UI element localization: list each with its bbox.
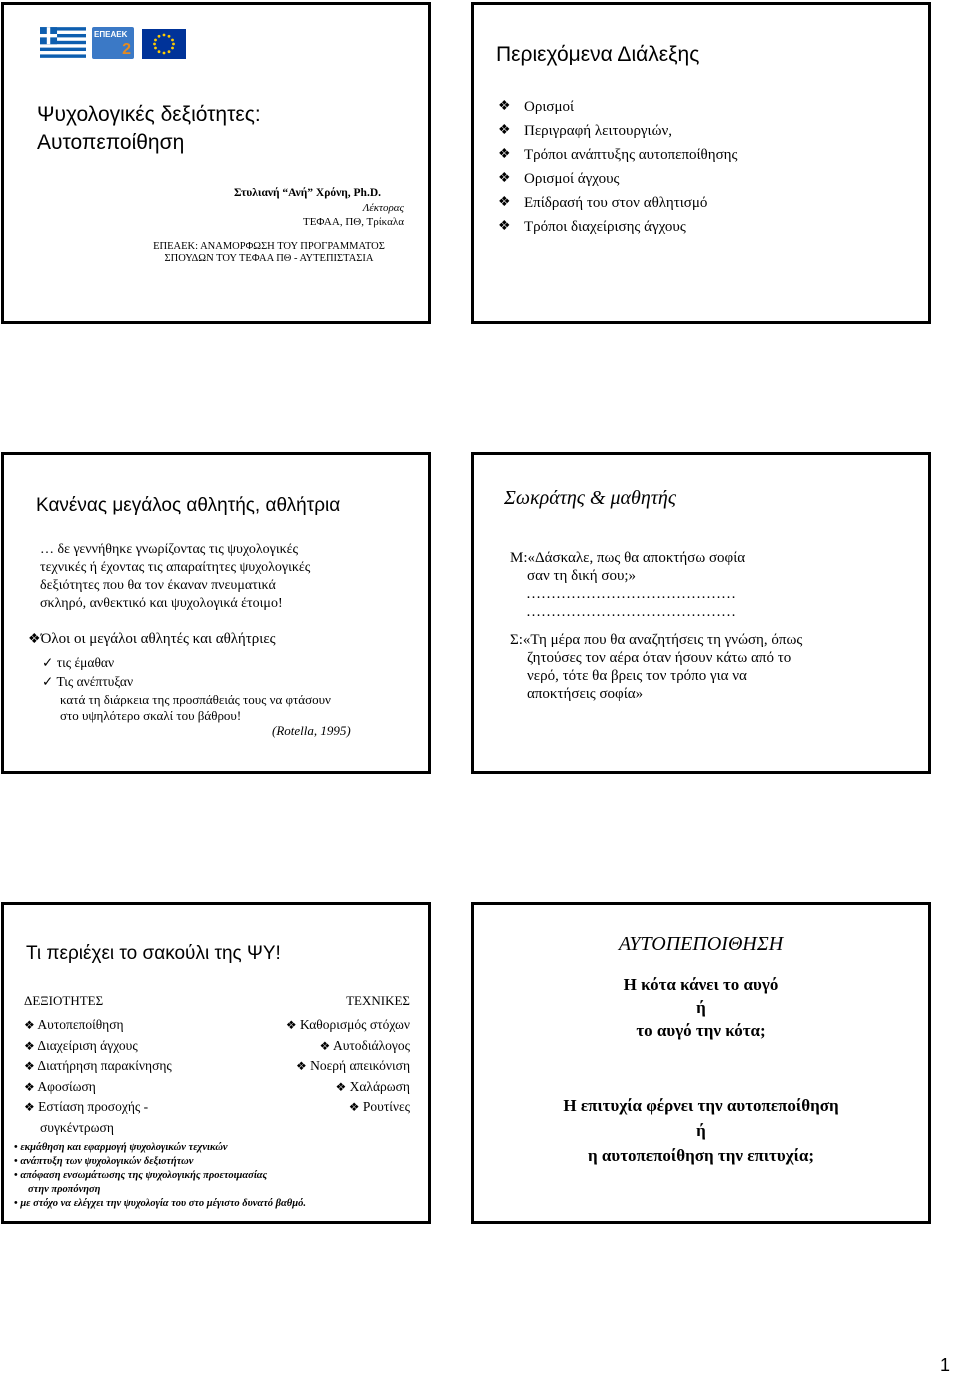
round-bullet-icon: • bbox=[14, 1156, 18, 1167]
paragraph-line: … δε γεννήθηκε γνωρίζοντας τις ψυχολογικές bbox=[40, 542, 299, 557]
epeaek-logo-text: ΕΠΕΑΕΚ bbox=[94, 30, 128, 39]
list-item: ❖ Εστίαση προσοχής - bbox=[24, 1099, 149, 1114]
dots: …………………………………… bbox=[526, 604, 736, 620]
diamond-bullet-icon: ❖ bbox=[498, 99, 511, 114]
check-item: ✓ τις έμαθαν bbox=[42, 655, 115, 670]
answer-block bbox=[474, 1093, 928, 1168]
program-line-1: ΕΠΕΑΕΚ: ΑΝΑΜΟΡΦΩΣΗ ΤΟΥ ΠΡΟΓΡΑΜΜΑΤΟΣ bbox=[153, 241, 385, 252]
answer-line: ή bbox=[696, 1121, 706, 1140]
note-item: • ανάπτυξη των ψυχολογικών δεξιοτήτων bbox=[14, 1156, 194, 1167]
epeaek-logo bbox=[92, 27, 134, 59]
slide-5-toolkit bbox=[1, 902, 431, 1224]
answer-line: η αυτοπεποίθηση την επιτυχία; bbox=[587, 1146, 814, 1165]
tail-line: κατά τη διάρκεια της προσπάθειάς τους να φτάσουν bbox=[60, 692, 331, 707]
slide-6-confidence bbox=[471, 902, 931, 1224]
round-bullet-icon: • bbox=[14, 1198, 18, 1209]
round-bullet-icon: • bbox=[14, 1142, 18, 1153]
paragraph-line: δεξιότητες που θα τον έκαναν πνευματικά bbox=[40, 578, 276, 593]
dialogue-s-line: ζητούσες τον αέρα όταν ήσουν κάτω από το bbox=[527, 650, 792, 666]
citation: (Rotella, 1995) bbox=[272, 723, 351, 738]
diamond-bullet-icon: ❖ bbox=[498, 195, 511, 210]
diamond-bullet-icon: ❖ bbox=[24, 1100, 35, 1114]
tail-line: στο υψηλότερο σκαλί του βάθρου! bbox=[60, 708, 242, 723]
author-name: Στυλιανή “Ανή” Χρόνη, Ph.D. bbox=[234, 187, 382, 199]
list-item-continuation: συγκέντρωση bbox=[40, 1119, 114, 1135]
diamond-bullet-icon: ❖ bbox=[498, 171, 511, 186]
list-item: ❖ Ορισμοί άγχους bbox=[498, 167, 737, 191]
title-line-1: Ψυχολογικές δεξιότητες: bbox=[37, 103, 261, 126]
program-line-2: ΣΠΟΥΔΩΝ ΤΟΥ ΤΕΦΑΑ ΠΘ - ΑΥΤΕΠΙΣΤΑΣΙΑ bbox=[164, 253, 374, 264]
paragraph-line: σκληρό, ανθεκτικό και ψυχολογικά έτοιμο! bbox=[40, 596, 283, 611]
list-item: ❖ Χαλάρωση bbox=[335, 1078, 410, 1094]
list-item: ❖ Αυτοδιάλογος bbox=[319, 1037, 410, 1053]
diamond-bullet-icon: ❖ bbox=[498, 123, 511, 138]
slide-6-title: ΑΥΤΟΠΕΠΟΙΘΗΣΗ bbox=[618, 933, 784, 955]
program-block bbox=[124, 241, 414, 265]
dialogue bbox=[510, 549, 802, 703]
notes-list bbox=[14, 1141, 306, 1211]
list-item: ❖ Διαχείριση άγχους bbox=[24, 1037, 138, 1053]
list-item: ❖ Αυτοπεποίθηση bbox=[24, 1017, 124, 1032]
list-item: ❖ Νοερή απεικόνιση bbox=[296, 1058, 410, 1073]
list-item: ❖ Αφοσίωση bbox=[24, 1078, 96, 1094]
slide-2-contents bbox=[471, 2, 931, 324]
dialogue-s-line: Σ:«Τη μέρα που θα αναζητήσεις τη γνώση, όπως bbox=[510, 632, 803, 648]
list-item: ❖ Περιγραφή λειτουργιών, bbox=[498, 119, 737, 143]
page-number: 1 bbox=[940, 1355, 951, 1375]
list-item: ❖ Καθορισμός στόχων bbox=[285, 1017, 410, 1032]
diamond-bullet-icon: ❖ bbox=[498, 219, 511, 234]
checkmark-icon: ✓ bbox=[42, 674, 54, 689]
question-line: Η κότα κάνει το αυγό bbox=[623, 975, 779, 994]
slide-1-title-text bbox=[37, 101, 261, 157]
question-line: ή bbox=[696, 998, 706, 1017]
round-bullet-icon: • bbox=[14, 1170, 18, 1181]
diamond-bullet-icon: ❖ bbox=[498, 147, 511, 162]
slide-1-title bbox=[1, 2, 431, 324]
diamond-bullet-icon: ❖ bbox=[348, 1100, 360, 1114]
slide-4-title: Σωκράτης & μαθητής bbox=[504, 487, 676, 509]
slide-3-paragraph bbox=[40, 541, 310, 613]
diamond-bullet-icon: ❖ bbox=[296, 1059, 307, 1073]
dialogue-s-line: αποκτήσεις σοφία» bbox=[527, 686, 644, 702]
diamond-bullet-icon: ❖ bbox=[24, 1079, 35, 1094]
dialogue-s-line: νερό, τότε θα βρεις τον τρόπο για να bbox=[527, 668, 747, 684]
epeaek-logo-number: 2 bbox=[122, 41, 131, 58]
dialogue-m-line: σαν τη δική σου;» bbox=[527, 568, 637, 584]
author-role: Λέκτορας bbox=[362, 202, 404, 214]
list-item: ❖ Ρουτίνες bbox=[348, 1099, 410, 1114]
list-item: ❖ Διατήρηση παρακίνησης bbox=[24, 1058, 172, 1073]
question-block bbox=[474, 973, 928, 1042]
skills-list bbox=[24, 1015, 172, 1138]
slide-3-tail bbox=[60, 692, 331, 724]
slide-4-socrates bbox=[471, 452, 931, 774]
diamond-bullet-icon: ❖ bbox=[28, 632, 41, 647]
checkmark-icon: ✓ bbox=[42, 655, 54, 670]
greek-flag-icon bbox=[40, 27, 86, 58]
dialogue-m-line: Μ:«Δάσκαλε, πως θα αποκτήσω σοφία bbox=[510, 550, 746, 566]
diamond-bullet-icon: ❖ bbox=[24, 1059, 35, 1073]
list-item: ❖ Τρόποι ανάπτυξης αυτοπεποίθησης bbox=[498, 143, 737, 167]
skills-header: ΔΕΞΙΟΤΗΤΕΣ bbox=[24, 993, 104, 1008]
diamond-bullet-icon: ❖ bbox=[24, 1038, 35, 1053]
title-line-2: Αυτοπεποίθηση bbox=[37, 131, 185, 154]
bullet-text: Όλοι οι μεγάλοι αθλητές και αθλήτριες bbox=[40, 631, 276, 647]
diamond-bullet-icon: ❖ bbox=[335, 1079, 347, 1094]
author-affiliation: ΤΕΦΑΑ, ΠΘ, Τρίκαλα bbox=[302, 216, 404, 228]
note-item: • εκμάθηση και εφαρμογή ψυχολογικών τεχνικών bbox=[14, 1142, 228, 1153]
author-block bbox=[204, 201, 404, 229]
list-item: ❖ Ορισμοί bbox=[498, 95, 737, 119]
note-item: • απόφαση ενσωμάτωσης της ψυχολογικής προετοιμασίας bbox=[14, 1170, 268, 1181]
diamond-bullet-icon: ❖ bbox=[319, 1038, 331, 1053]
contents-list bbox=[498, 95, 737, 239]
question-line: το αυγό την κότα; bbox=[636, 1021, 766, 1040]
check-item: ✓ Τις ανέπτυξαν bbox=[42, 674, 134, 689]
techniques-list bbox=[214, 1015, 410, 1118]
list-item: ❖ Τρόποι διαχείρισης άγχους bbox=[498, 215, 737, 239]
note-item: • με στόχο να ελέγχει την ψυχολογία του στο μέγιστο δυνατό βαθμό. bbox=[14, 1198, 306, 1209]
slide-3-athletes bbox=[1, 452, 431, 774]
diamond-bullet-icon: ❖ bbox=[24, 1018, 35, 1032]
note-continuation: στην προπόνηση bbox=[28, 1184, 101, 1195]
eu-flag-icon bbox=[142, 29, 186, 59]
answer-line: Η επιτυχία φέρνει την αυτοπεποίθηση bbox=[563, 1096, 839, 1115]
techniques-header: ΤΕΧΝΙΚΕΣ bbox=[346, 993, 410, 1008]
slide-3-bullet bbox=[28, 631, 276, 648]
diamond-bullet-icon: ❖ bbox=[285, 1018, 297, 1032]
slide-5-title: Τι περιέχει το σακούλι της ΨΥ! bbox=[26, 943, 281, 964]
slide-2-title: Περιεχόμενα Διάλεξης bbox=[496, 43, 700, 66]
list-item: ❖ Επίδρασή του στον αθλητισμό bbox=[498, 191, 737, 215]
paragraph-line: τεχνικές ή έχοντας τις απαραίτητες ψυχολογικές bbox=[40, 560, 311, 575]
slide-3-title: Κανένας μεγάλος αθλητής, αθλήτρια bbox=[36, 495, 341, 516]
dots: …………………………………… bbox=[526, 586, 736, 602]
